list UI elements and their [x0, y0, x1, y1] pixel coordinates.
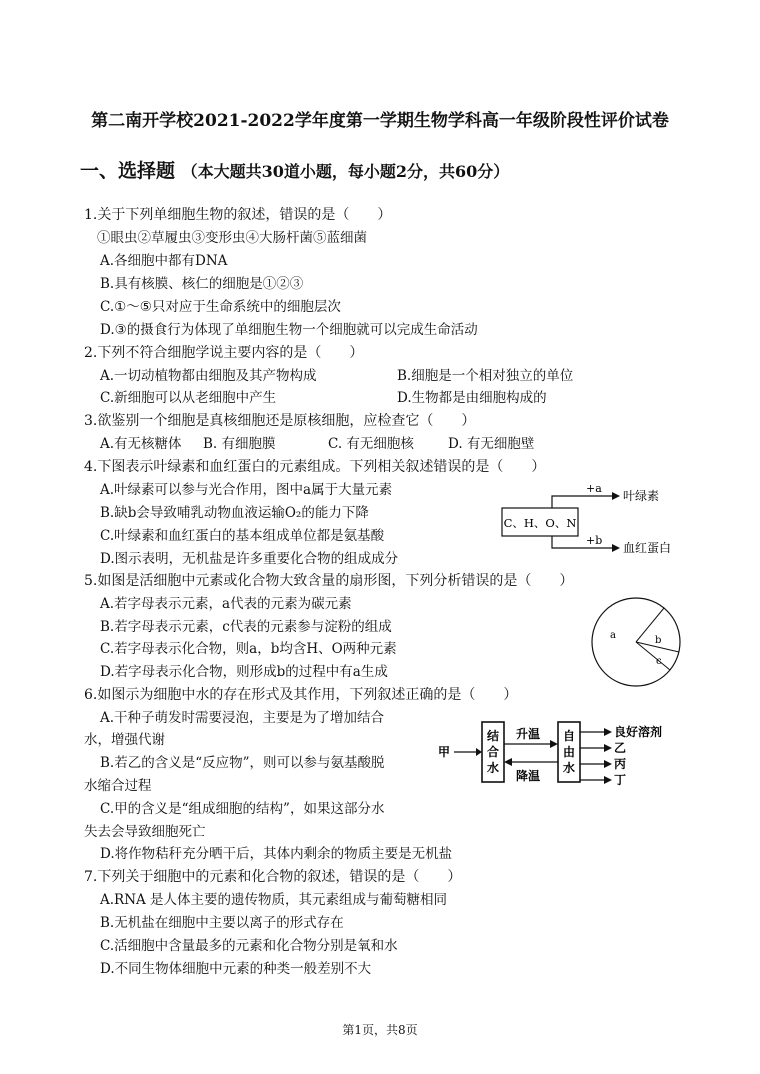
question-1-option-c: C.①～⑤只对应于生命系统中的细胞层次 — [100, 299, 341, 315]
top-arrow-line — [552, 496, 612, 508]
question-1-option-d: D.③的摄食行为体现了单细胞生物一个细胞就可以完成生命活动 — [100, 322, 478, 338]
question-1-option-a: A.各细胞中都有DNA — [100, 253, 228, 269]
question-2-option-a: A.一切动植物都由细胞及其产物构成 — [100, 368, 317, 384]
element-box-label: C、H、O、N — [503, 516, 577, 530]
water-forms-diagram — [436, 716, 716, 796]
question-3-option-a: A.有无核糖体 — [100, 436, 182, 452]
heat-arrowhead — [550, 740, 558, 748]
question-4-option-b: B.缺b会导致哺乳动物血液运输O₂的能力下降 — [100, 505, 369, 521]
question-3-option-b: B. 有细胞膜 — [203, 436, 276, 452]
question-5-option-a: A.若字母表示元素，a代表的元素为碳元素 — [100, 596, 352, 612]
question-5-option-b: B.若字母表示元素，c代表的元素参与淀粉的组成 — [100, 619, 392, 635]
question-2-option-b: B.细胞是一个相对独立的单位 — [397, 368, 574, 384]
question-7-option-d: D.不同生物体细胞中元素的种类一般差别不大 — [100, 961, 372, 977]
pie-chart-figure — [586, 596, 688, 688]
question-4-stem: 4.下图表示叶绿素和血红蛋白的元素组成。下列相关叙述错误的是（ ） — [84, 459, 546, 475]
question-6-option-b-line1: B.若乙的含义是“反应物”，则可以参与氨基酸脱 — [100, 755, 385, 771]
question-2-option-d: D.生物都是由细胞构成的 — [397, 390, 547, 406]
question-6-option-c-line2: 失去会导致细胞死亡 — [84, 824, 206, 840]
cool-arrowhead — [504, 758, 512, 766]
question-5-stem: 5.如图是活细胞中元素或化合物大致含量的扇形图，下列分析错误的是（ ） — [84, 573, 574, 589]
question-1-option-b: B.具有核膜、核仁的细胞是①②③ — [100, 276, 304, 292]
input-label-jia: 甲 — [438, 745, 451, 759]
output-arrowhead-3 — [604, 760, 612, 768]
question-5-option-c: C.若字母表示化合物，则a，b均含H、O两种元素 — [100, 641, 397, 657]
input-arrowhead — [476, 748, 482, 756]
output-arrowhead-1 — [604, 728, 612, 736]
bound-water-label: 结合水 — [486, 729, 500, 775]
output-label-solvent: 良好溶剂 — [614, 725, 663, 739]
question-4-option-a: A.叶绿素可以参与光合作用，图中a属于大量元素 — [100, 482, 393, 498]
question-7-option-b: B.无机盐在细胞中主要以离子的形式存在 — [100, 915, 344, 931]
question-6-option-b-line2: 水缩合过程 — [84, 778, 152, 794]
heat-label: 升温 — [516, 727, 541, 741]
section-title: 一、选择题 — [80, 160, 176, 182]
question-3-option-c: C. 有无细胞核 — [328, 436, 414, 452]
exam-title: 第二南开学校2021-2022学年度第一学期生物学科高一年级阶段性评价试卷 — [91, 111, 669, 131]
cool-label: 降温 — [516, 769, 541, 783]
pie-label-a: a — [610, 630, 616, 641]
question-7-option-c: C.活细胞中含量最多的元素和化合物分别是氧和水 — [100, 938, 398, 954]
question-3-stem: 3.欲鉴别一个细胞是真核细胞还是原核细胞，应检查它（ ） — [84, 413, 476, 429]
question-6-option-a-line1: A.干种子萌发时需要浸泡，主要是为了增加结合 — [100, 710, 385, 726]
pie-label-c: c — [656, 656, 662, 667]
question-6-option-c-line1: C.甲的含义是“组成细胞的结构”，如果这部分水 — [100, 801, 385, 817]
question-7-stem: 7.下列关于细胞中的元素和化合物的叙述，错误的是（ ） — [84, 869, 462, 885]
top-arrow-label: +a — [586, 482, 602, 495]
bottom-arrow-label: +b — [586, 534, 603, 547]
question-6-stem: 6.如图示为细胞中水的存在形式及其作用，下列叙述正确的是（ ） — [84, 687, 518, 703]
chlorophyll-label: 叶绿素 — [623, 489, 660, 503]
hemoglobin-label: 血红蛋白 — [623, 541, 672, 555]
question-6-option-a-line2: 水，增强代谢 — [84, 732, 165, 748]
question-5-option-d: D.若字母表示化合物，则形成b的过程中有a生成 — [100, 664, 388, 680]
page-footer: 第1页，共8页 — [342, 1023, 418, 1037]
bottom-arrow-line — [552, 536, 612, 548]
question-4-option-c: C.叶绿素和血红蛋白的基本组成单位都是氨基酸 — [100, 528, 385, 544]
section-note: （本大题共30道小题，每小题2分，共60分） — [181, 162, 510, 181]
question-6-option-d: D.将作物秸秆充分晒干后，其体内剩余的物质主要是无机盐 — [100, 846, 453, 862]
output-label-ding: 丁 — [614, 773, 627, 787]
question-3-option-d: D. 有无细胞壁 — [448, 436, 535, 452]
bottom-arrowhead — [612, 544, 620, 552]
output-arrowhead-2 — [604, 744, 612, 752]
output-label-yi: 乙 — [614, 741, 627, 755]
question-2-option-c: C.新细胞可以从老细胞中产生 — [100, 390, 277, 406]
question-4-option-d: D.图示表明，无机盐是许多重要化合物的组成成分 — [100, 551, 399, 567]
question-7-option-a: A.RNA 是人体主要的遗传物质，其元素组成与葡萄糖相同 — [100, 892, 448, 908]
free-water-label: 自由水 — [562, 729, 576, 775]
question-2-stem: 2.下列不符合细胞学说主要内容的是（ ） — [84, 345, 364, 361]
question-1-organism-list: ①眼虫②草履虫③变形虫④大肠杆菌⑤蓝细菌 — [97, 230, 367, 246]
question-1-stem: 1.关于下列单细胞生物的叙述，错误的是（ ） — [84, 207, 392, 223]
element-composition-diagram — [496, 478, 686, 558]
section-heading — [80, 156, 509, 183]
pie-label-b: b — [655, 635, 662, 646]
output-arrowhead-4 — [604, 776, 612, 784]
top-arrowhead — [612, 492, 620, 500]
output-label-bing: 丙 — [614, 757, 627, 771]
